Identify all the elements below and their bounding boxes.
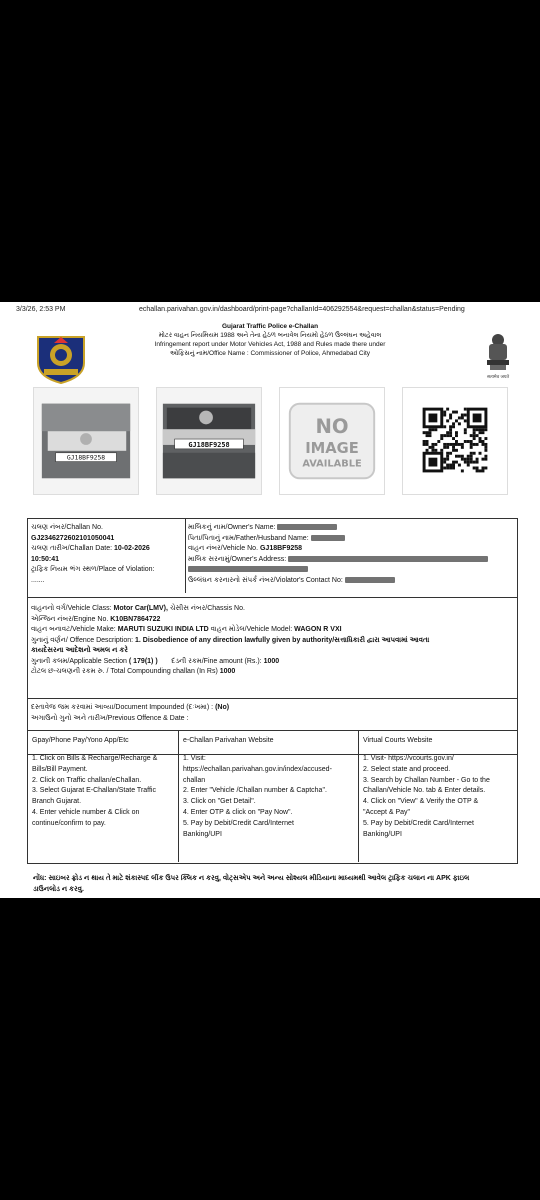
fine-label: દંડની રકમ/Fine amount (Rs.): xyxy=(171,657,262,665)
no-image-line-3: AVAILABLE xyxy=(302,458,362,470)
vehicle-no-value: GJ18BF9258 xyxy=(259,545,303,552)
section-value: ( 179(1) ) xyxy=(128,657,158,665)
document-impounded-label: દસ્તાવેજ જમ કરવામાં આવ્યા/Document Impounded (દઃખમા) : xyxy=(31,704,214,711)
section-fine-row xyxy=(31,657,514,668)
payment-step-line: 3. Search by Challan Number - Go to the xyxy=(363,776,490,784)
payment-steps-vcourts xyxy=(363,754,514,840)
challan-date-value: 10-02-2026 xyxy=(113,545,150,552)
challan-time-value: 10:50:41 xyxy=(31,555,60,563)
vehicle-make-value: MARUTI SUZUKI INDIA LTD xyxy=(117,626,209,633)
previous-offence-label: અગાઉનો ગુનો અને તારીખ/Previous Offence & Date : xyxy=(31,714,189,722)
vehicle-make-label: વાહન બનાવટ/Vehicle Make: xyxy=(31,626,116,633)
payment-step-line: 3. Click on "Get Detail". xyxy=(183,798,256,806)
payment-step-line: 2. Select state and proceed. xyxy=(363,765,451,773)
challan-date-row xyxy=(31,544,181,555)
payment-step-line: 4. Enter OTP & click on "Pay Now". xyxy=(183,808,293,816)
plate-text-1: GJ18BF9258 xyxy=(66,453,106,462)
print-url: echallan.parivahan.gov.in/dashboard/print-page?challanId=406292554&request=challan&status=Pending xyxy=(139,306,465,313)
place-label: ટ્રાફિક નિયમ ભંગ સ્થળ/Place of Violation: xyxy=(31,566,155,573)
redacted-owner-name xyxy=(277,524,337,530)
challan-date-label: ચલણ તારીખ/Challan Date: xyxy=(31,545,113,552)
emblem-caption: सत्यमेव जयते xyxy=(486,375,510,380)
offence-value: 1. Disobedience of any direction lawfully given by authority/સત્તાધિકારી દ્વારા આપવામાં આવતા xyxy=(135,636,430,644)
owner-name-row xyxy=(188,523,518,534)
payment-step-line: "Accept & Pay" xyxy=(363,808,410,816)
contact-label: ઉલ્લંઘન કરનારનો સંપર્ક નંબર/Violator's Contact No: xyxy=(188,576,343,584)
header-line-gujarati: મોટર વાહન નિયમિયમ 1988 અને તેના હેઠળ બનાવેલ નિયમો હેઠળ ઉલ્લંઘન અહેવાલ xyxy=(158,332,382,339)
vehicle-photo-2[interactable] xyxy=(156,387,262,495)
offence-label: ગુનાનું વર્ણન/ Offence Description: xyxy=(31,636,134,644)
payment-step-line: 4. Click on "View" & Verify the OTP & xyxy=(363,798,479,806)
father-name-row xyxy=(188,534,518,545)
print-timestamp: 3/3/26, 2:53 PM xyxy=(16,306,66,313)
document-impounded-row xyxy=(31,703,514,714)
payment-step-line: 1. Visit: xyxy=(183,755,206,762)
place-value: ....... xyxy=(31,576,45,584)
qr-code[interactable] xyxy=(402,387,508,495)
total-row xyxy=(31,667,514,678)
challan-no-label: ચલણ નંબર/Challan No. xyxy=(31,524,103,531)
owner-address-line-2 xyxy=(188,565,518,576)
father-name-label: પિતા/પિતાનું નામ/Father/Husband Name: xyxy=(188,534,309,542)
redacted-address-1 xyxy=(288,556,488,562)
payment-step-line: challan xyxy=(183,776,206,784)
payment-step-line: continue/confirm to pay. xyxy=(32,819,106,827)
no-image-line-2: IMAGE xyxy=(305,439,359,457)
vehicle-no-label: વાહન નંબર/Vehicle No. xyxy=(188,545,259,552)
payment-step-line: 3. Select Gujarat E-Challan/State Traffic xyxy=(32,787,156,795)
cyber-fraud-note xyxy=(33,873,513,895)
payment-step-line: Challan/Vehicle No. tab & Enter details. xyxy=(363,787,486,795)
fine-value: 1000 xyxy=(263,657,280,665)
payment-step-line: 1. Visit- https://vcourts.gov.in/ xyxy=(363,755,454,762)
payment-column-upi xyxy=(28,731,178,862)
payment-step-line: 5. Pay by Debit/Credit Card/Internet xyxy=(183,819,294,827)
document-title: Gujarat Traffic Police e-Challan xyxy=(221,323,319,330)
header-line-english: Infringement report under Motor Vehicles Act, 1988 and Rules made there under xyxy=(154,341,386,348)
gujarat-police-badge-icon xyxy=(34,331,88,385)
print-header xyxy=(16,306,530,318)
engine-label: એન્જિન નંબર/Engine No. xyxy=(31,615,109,623)
payment-step-line: Banking/UPI xyxy=(363,830,402,838)
owner-address-label: માલિક સરનામું/Owner's Address: xyxy=(188,555,287,563)
document-impounded-value: (No) xyxy=(215,704,230,711)
no-image-placeholder xyxy=(279,387,385,495)
challan-info-column xyxy=(31,523,181,586)
engine-value: K10BN7864722 xyxy=(110,615,161,623)
vehicle-class-value: Motor Car(LMV), xyxy=(113,605,168,612)
national-emblem-icon xyxy=(482,332,514,380)
owner-address-row xyxy=(188,555,518,566)
redacted-father-name xyxy=(311,535,345,541)
no-image-line-1: NO xyxy=(315,415,349,439)
offence-value-continued: કાયદેસરના આદેશનો અમલ ન કરે xyxy=(31,647,128,654)
payment-column-parivahan xyxy=(178,731,358,862)
office-name: ઓફિસનું નામ/Office Name : Commissioner of Police, Ahmedabad City xyxy=(169,350,371,357)
payment-steps-upi xyxy=(32,754,174,830)
payment-methods-table xyxy=(27,731,518,864)
vehicle-class-row xyxy=(31,604,514,615)
payment-step-line: 2. Enter "Vehicle /Challan number & Captcha". xyxy=(183,787,327,795)
chassis-label: ચેસીસ નંબર/Chassis No. xyxy=(169,605,245,612)
payment-steps-parivahan xyxy=(183,754,354,840)
vehicle-class-label: વાહનનો વર્ગ/Vehicle Class: xyxy=(31,605,112,612)
payment-header-parivahan: e-Challan Parivahan Website xyxy=(183,737,274,744)
plate-text-2: GJ18BF9258 xyxy=(188,440,230,449)
vehicle-no-row xyxy=(188,544,518,555)
vehicle-model-value: WAGON R VXI xyxy=(294,626,342,633)
note-line-2: ડાઉનલોડ ન કરવુ. xyxy=(33,886,84,893)
section-label: ગુનાની કલમ/Applicable Section xyxy=(31,657,127,665)
offence-row xyxy=(31,636,514,647)
payment-step-line: https://echallan.parivahan.gov.in/index/accused- xyxy=(183,765,332,773)
challan-no-value: GJ2346272602101050041 xyxy=(31,534,115,542)
payment-header-vcourts: Virtual Courts Website xyxy=(363,737,433,744)
payment-step-line: Banking/UPI xyxy=(183,830,222,838)
owner-name-label: માલિકનું નામ/Owner's Name: xyxy=(188,524,276,531)
total-label: ટોટલ છ-ચલણની રકમ રુ. / Total Compounding challan (In Rs) xyxy=(31,668,218,675)
contact-row xyxy=(188,576,518,587)
document-header xyxy=(110,322,430,358)
total-value: 1000 xyxy=(219,668,236,675)
payment-column-vcourts xyxy=(358,731,518,862)
redacted-contact xyxy=(345,577,395,583)
owner-info-column xyxy=(185,519,518,593)
payment-step-line: 2. Click on Traffic challan/eChallan. xyxy=(32,776,142,784)
note-line-1: નોંધ: સાઇબર ફ્રોડ ન થાય તે માટે શંકાસ્પદ લીંક ઉપર ક્લિક ન કરવુ, વોટ્સએપ અને અન્ય સોશ્યલ મીડિયાના માધ્યમથી આવેલ ટ્રાફિક ચલાન ના APK ફાઇલ xyxy=(33,875,470,882)
challan-print-page xyxy=(0,302,540,898)
payment-step-line: Branch Gujarat. xyxy=(32,798,82,806)
payment-header-upi: Gpay/Phone Pay/Yono App/Etc xyxy=(32,737,129,744)
payment-step-line: 4. Enter vehicle number & Click on xyxy=(32,808,140,816)
challan-details-box xyxy=(27,518,518,598)
engine-row xyxy=(31,615,514,626)
vehicle-offence-box xyxy=(27,598,518,699)
payment-step-line: 1. Click on Bills & Recharge/Recharge & xyxy=(32,755,158,762)
vehicle-model-label: વાહન મોડેલ/Vehicle Model: xyxy=(210,626,293,633)
redacted-address-2 xyxy=(188,566,308,572)
vehicle-photo-1[interactable] xyxy=(33,387,139,495)
vehicle-make-row xyxy=(31,625,514,636)
payment-step-line: Bills/Bill Payment. xyxy=(32,765,88,773)
impound-box xyxy=(27,699,518,731)
payment-step-line: 5. Pay by Debit/Credit Card/Internet xyxy=(363,819,474,827)
evidence-photos xyxy=(33,387,508,495)
